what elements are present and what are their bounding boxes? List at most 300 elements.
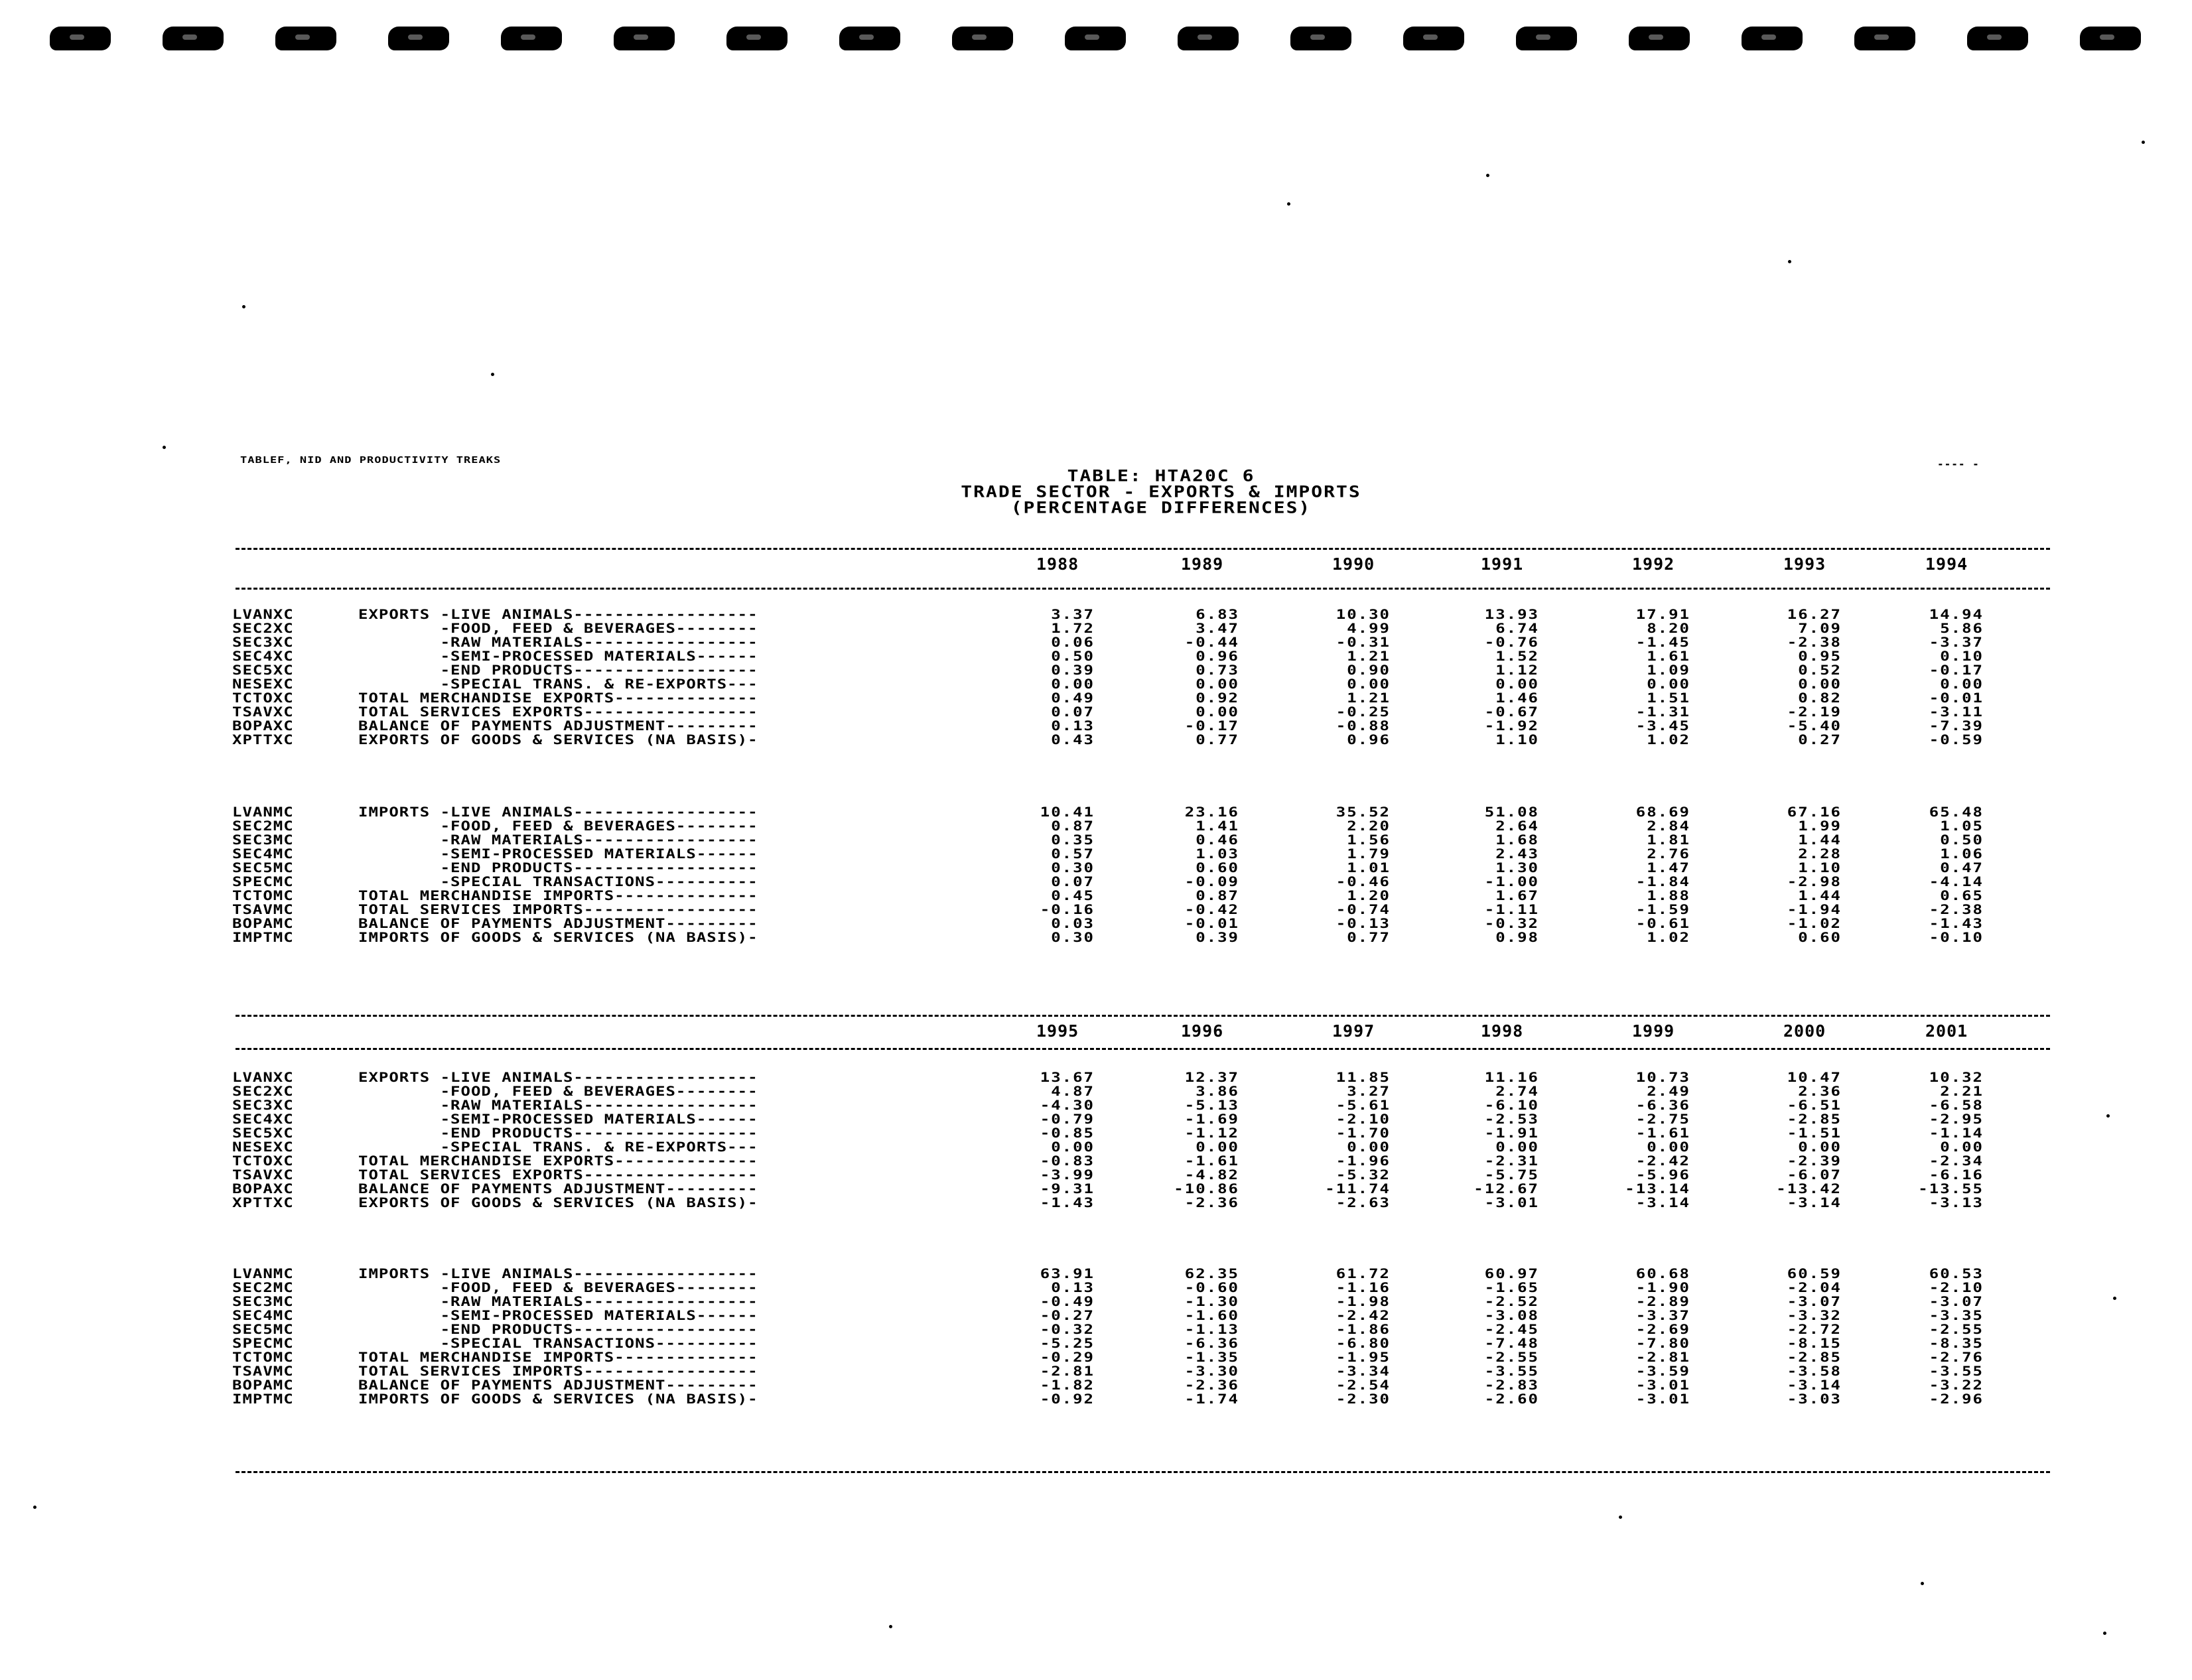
table-cell: 1.01 xyxy=(1347,860,1391,875)
table-cell: -3.13 xyxy=(1929,1195,1984,1210)
table-cell: 1.67 xyxy=(1495,887,1539,903)
table-cell: -1.92 xyxy=(1484,718,1539,734)
table-cell: 1.02 xyxy=(1647,732,1690,747)
scan-speck xyxy=(2106,1114,2110,1118)
series-label: -SPECIAL TRANS. & RE-EXPORTS--- xyxy=(358,1139,758,1155)
table-cell: -1.94 xyxy=(1787,901,1842,917)
table-cell: 0.50 xyxy=(1940,832,1984,848)
table-cell: -6.36 xyxy=(1635,1097,1690,1113)
table-cell: -1.31 xyxy=(1635,704,1690,720)
year-header: 1998 xyxy=(1481,1021,1524,1041)
series-code: SEC5MC xyxy=(232,1321,294,1337)
table-cell: -0.67 xyxy=(1484,704,1539,720)
series-label: -FOOD, FEED & BEVERAGES-------- xyxy=(358,1279,758,1295)
table-cell: -2.45 xyxy=(1484,1321,1539,1337)
series-code: BOPAXC xyxy=(232,718,294,734)
table-cell: -2.38 xyxy=(1787,634,1842,650)
table-cell: -1.11 xyxy=(1484,901,1539,917)
table-cell: 0.43 xyxy=(1051,732,1095,747)
table-cell: -2.76 xyxy=(1929,1349,1984,1365)
series-label: -SEMI-PROCESSED MATERIALS------ xyxy=(358,846,758,862)
feed-hole xyxy=(726,27,788,50)
table-cell: 14.94 xyxy=(1929,606,1984,622)
year-header: 1989 xyxy=(1181,554,1224,574)
series-code: SEC2XC xyxy=(232,1083,294,1099)
feed-hole xyxy=(614,27,675,50)
table-cell: -2.10 xyxy=(1336,1111,1391,1127)
series-code: SEC2MC xyxy=(232,1279,294,1295)
table-cell: 61.72 xyxy=(1336,1265,1391,1281)
table-cell: 0.65 xyxy=(1940,887,1984,903)
table-cell: -0.31 xyxy=(1336,634,1391,650)
table-cell: -3.99 xyxy=(1040,1167,1095,1183)
table-cell: 1.56 xyxy=(1347,832,1391,848)
table-cell: -3.34 xyxy=(1336,1363,1391,1379)
table-cell: 60.68 xyxy=(1635,1265,1690,1281)
series-code: SEC5MC xyxy=(232,860,294,875)
table-cell: -1.00 xyxy=(1484,873,1539,889)
table-cell: -1.84 xyxy=(1635,873,1690,889)
table-cell: 0.95 xyxy=(1798,648,1842,664)
table-cell: 23.16 xyxy=(1184,804,1239,820)
table-cell: 0.00 xyxy=(1051,1139,1095,1155)
table-cell: 1.09 xyxy=(1647,662,1690,678)
table-cell: 0.00 xyxy=(1647,676,1690,692)
table-cell: 0.98 xyxy=(1495,929,1539,945)
rule xyxy=(236,1048,2050,1050)
year-header: 1999 xyxy=(1632,1021,1675,1041)
table-cell: 13.93 xyxy=(1484,606,1539,622)
table-cell: 0.00 xyxy=(1196,1139,1239,1155)
table-cell: 6.83 xyxy=(1196,606,1239,622)
table-cell: 1.12 xyxy=(1495,662,1539,678)
table-cell: 0.00 xyxy=(1798,676,1842,692)
table-cell: 0.90 xyxy=(1347,662,1391,678)
table-cell: -3.01 xyxy=(1635,1391,1690,1407)
table-cell: 1.10 xyxy=(1798,860,1842,875)
series-code: SEC3XC xyxy=(232,1097,294,1113)
rule xyxy=(236,548,2050,550)
table-cell: -3.45 xyxy=(1635,718,1690,734)
table-cell: 0.87 xyxy=(1196,887,1239,903)
series-code: SPECMC xyxy=(232,1335,294,1351)
series-code: SEC3XC xyxy=(232,634,294,650)
table-cell: 1.88 xyxy=(1647,887,1690,903)
series-code: TSAVMC xyxy=(232,901,294,917)
series-code: SEC4MC xyxy=(232,1307,294,1323)
table-cell: -0.92 xyxy=(1040,1391,1095,1407)
title-line: (PERCENTAGE DIFFERENCES) xyxy=(1010,498,1312,517)
series-label: -SPECIAL TRANSACTIONS---------- xyxy=(358,873,758,889)
table-cell: -4.82 xyxy=(1184,1167,1239,1183)
series-label: -SEMI-PROCESSED MATERIALS------ xyxy=(358,1307,758,1323)
feed-hole xyxy=(1854,27,1915,50)
table-cell: 2.43 xyxy=(1495,846,1539,862)
series-label: -END PRODUCTS------------------ xyxy=(358,1321,758,1337)
table-cell: -2.69 xyxy=(1635,1321,1690,1337)
scan-speck xyxy=(491,373,494,376)
table-cell: -2.98 xyxy=(1787,873,1842,889)
table-cell: -3.22 xyxy=(1929,1377,1984,1393)
scan-speck xyxy=(1486,174,1489,177)
table-cell: 5.86 xyxy=(1940,620,1984,636)
table-cell: -0.09 xyxy=(1184,873,1239,889)
table-cell: -2.81 xyxy=(1040,1363,1095,1379)
table-cell: 1.51 xyxy=(1647,690,1690,706)
series-label: EXPORTS OF GOODS & SERVICES (NA BASIS)- xyxy=(358,1195,758,1210)
scan-speck xyxy=(163,446,166,449)
table-cell: 0.07 xyxy=(1051,873,1095,889)
table-cell: -2.81 xyxy=(1635,1349,1690,1365)
series-code: SEC5XC xyxy=(232,662,294,678)
table-cell: 0.60 xyxy=(1798,929,1842,945)
table-cell: 0.13 xyxy=(1051,718,1095,734)
table-cell: 1.44 xyxy=(1798,832,1842,848)
feed-hole xyxy=(839,27,900,50)
table-cell: -3.37 xyxy=(1635,1307,1690,1323)
table-cell: -2.19 xyxy=(1787,704,1842,720)
table-cell: 1.05 xyxy=(1940,818,1984,834)
table-cell: 3.37 xyxy=(1051,606,1095,622)
series-code: IMPTMC xyxy=(232,929,294,945)
table-cell: -5.13 xyxy=(1184,1097,1239,1113)
table-cell: -4.30 xyxy=(1040,1097,1095,1113)
table-cell: 1.47 xyxy=(1647,860,1690,875)
table-cell: -5.40 xyxy=(1787,718,1842,734)
table-cell: 1.81 xyxy=(1647,832,1690,848)
table-cell: 0.03 xyxy=(1051,915,1095,931)
year-header: 1988 xyxy=(1036,554,1079,574)
series-code: XPTTXC xyxy=(232,732,294,747)
table-cell: 11.85 xyxy=(1336,1069,1391,1085)
table-cell: -9.31 xyxy=(1040,1181,1095,1196)
series-label: IMPORTS -LIVE ANIMALS------------------ xyxy=(358,804,758,820)
table-cell: -0.17 xyxy=(1184,718,1239,734)
series-label: EXPORTS -LIVE ANIMALS------------------ xyxy=(358,1069,758,1085)
table-cell: 0.00 xyxy=(1051,676,1095,692)
table-cell: 0.00 xyxy=(1940,1139,1984,1155)
table-cell: 0.30 xyxy=(1051,860,1095,875)
table-cell: -3.08 xyxy=(1484,1307,1539,1323)
table-cell: 2.74 xyxy=(1495,1083,1539,1099)
table-cell: -3.01 xyxy=(1484,1195,1539,1210)
table-cell: -3.37 xyxy=(1929,634,1984,650)
table-cell: -10.86 xyxy=(1174,1181,1239,1196)
table-cell: -0.83 xyxy=(1040,1153,1095,1169)
table-cell: -3.55 xyxy=(1929,1363,1984,1379)
table-cell: -6.16 xyxy=(1929,1167,1984,1183)
series-code: TSAVXC xyxy=(232,704,294,720)
table-cell: -1.82 xyxy=(1040,1377,1095,1393)
series-code: LVANMC xyxy=(232,1265,294,1281)
table-cell: 16.27 xyxy=(1787,606,1842,622)
table-cell: 2.76 xyxy=(1647,846,1690,862)
table-cell: 0.27 xyxy=(1798,732,1842,747)
table-cell: 0.87 xyxy=(1051,818,1095,834)
table-cell: 2.28 xyxy=(1798,846,1842,862)
table-cell: 4.99 xyxy=(1347,620,1391,636)
table-cell: -0.01 xyxy=(1184,915,1239,931)
table-cell: -2.89 xyxy=(1635,1293,1690,1309)
series-code: TCTOMC xyxy=(232,1349,294,1365)
report-header-right: ---- - xyxy=(1937,458,1980,470)
series-label: TOTAL MERCHANDISE EXPORTS-------------- xyxy=(358,690,758,706)
table-cell: -1.51 xyxy=(1787,1125,1842,1141)
table-cell: -1.13 xyxy=(1184,1321,1239,1337)
table-cell: -5.75 xyxy=(1484,1167,1539,1183)
table-cell: -2.55 xyxy=(1484,1349,1539,1365)
table-cell: 10.30 xyxy=(1336,606,1391,622)
year-header: 1995 xyxy=(1036,1021,1079,1041)
scan-speck xyxy=(1619,1516,1622,1519)
table-cell: -1.70 xyxy=(1336,1125,1391,1141)
table-cell: -0.74 xyxy=(1336,901,1391,917)
table-cell: -3.32 xyxy=(1787,1307,1842,1323)
table-cell: -7.39 xyxy=(1929,718,1984,734)
table-cell: 65.48 xyxy=(1929,804,1984,820)
feed-hole xyxy=(1403,27,1464,50)
series-label: BALANCE OF PAYMENTS ADJUSTMENT--------- xyxy=(358,915,758,931)
series-code: NESEXC xyxy=(232,1139,294,1155)
table-cell: 0.00 xyxy=(1495,1139,1539,1155)
year-header: 2000 xyxy=(1783,1021,1826,1041)
table-cell: -2.10 xyxy=(1929,1279,1984,1295)
series-code: SEC3MC xyxy=(232,832,294,848)
table-cell: -5.32 xyxy=(1336,1167,1391,1183)
table-cell: 60.53 xyxy=(1929,1265,1984,1281)
table-cell: 0.30 xyxy=(1051,929,1095,945)
table-cell: 6.74 xyxy=(1495,620,1539,636)
scan-speck xyxy=(1287,202,1290,206)
table-cell: -2.38 xyxy=(1929,901,1984,917)
table-cell: -1.65 xyxy=(1484,1279,1539,1295)
table-cell: -13.14 xyxy=(1625,1181,1690,1196)
table-cell: -3.14 xyxy=(1635,1195,1690,1210)
table-cell: -0.46 xyxy=(1336,873,1391,889)
feed-hole xyxy=(275,27,336,50)
series-label: TOTAL SERVICES EXPORTS----------------- xyxy=(358,704,758,720)
table-cell: -2.83 xyxy=(1484,1377,1539,1393)
table-cell: 1.21 xyxy=(1347,648,1391,664)
year-header: 1992 xyxy=(1632,554,1675,574)
tractor-feed-holes xyxy=(50,21,2153,54)
table-cell: 1.10 xyxy=(1495,732,1539,747)
table-cell: -1.74 xyxy=(1184,1391,1239,1407)
table-cell: -1.16 xyxy=(1336,1279,1391,1295)
table-cell: 1.06 xyxy=(1940,846,1984,862)
table-cell: -0.32 xyxy=(1484,915,1539,931)
table-cell: -1.95 xyxy=(1336,1349,1391,1365)
table-cell: -2.53 xyxy=(1484,1111,1539,1127)
series-code: SEC4MC xyxy=(232,846,294,862)
table-cell: -5.61 xyxy=(1336,1097,1391,1113)
feed-hole xyxy=(1742,27,1803,50)
series-code: LVANXC xyxy=(232,606,294,622)
table-cell: -1.61 xyxy=(1635,1125,1690,1141)
series-code: TCTOXC xyxy=(232,690,294,706)
table-cell: 0.96 xyxy=(1347,732,1391,747)
table-cell: -2.42 xyxy=(1635,1153,1690,1169)
series-label: -FOOD, FEED & BEVERAGES-------- xyxy=(358,818,758,834)
series-label: -END PRODUCTS------------------ xyxy=(358,1125,758,1141)
series-code: XPTTXC xyxy=(232,1195,294,1210)
table-cell: 0.07 xyxy=(1051,704,1095,720)
table-cell: 1.99 xyxy=(1798,818,1842,834)
series-code: SEC4XC xyxy=(232,648,294,664)
series-label: -END PRODUCTS------------------ xyxy=(358,860,758,875)
series-label: EXPORTS OF GOODS & SERVICES (NA BASIS)- xyxy=(358,732,758,747)
series-label: TOTAL SERVICES IMPORTS----------------- xyxy=(358,1363,758,1379)
rule xyxy=(236,588,2050,590)
table-cell: 0.49 xyxy=(1051,690,1095,706)
table-cell: -0.88 xyxy=(1336,718,1391,734)
series-label: BALANCE OF PAYMENTS ADJUSTMENT--------- xyxy=(358,1377,758,1393)
table-cell: 1.41 xyxy=(1196,818,1239,834)
table-cell: 1.46 xyxy=(1495,690,1539,706)
feed-hole xyxy=(1178,27,1239,50)
table-cell: -0.17 xyxy=(1929,662,1984,678)
table-cell: 0.45 xyxy=(1051,887,1095,903)
scan-speck xyxy=(889,1625,892,1628)
table-cell: 12.37 xyxy=(1184,1069,1239,1085)
table-cell: 0.77 xyxy=(1196,732,1239,747)
series-label: -SPECIAL TRANSACTIONS---------- xyxy=(358,1335,758,1351)
table-cell: -7.48 xyxy=(1484,1335,1539,1351)
table-cell: -6.07 xyxy=(1787,1167,1842,1183)
table-cell: 0.06 xyxy=(1051,634,1095,650)
table-title xyxy=(796,468,1526,516)
table-cell: 60.59 xyxy=(1787,1265,1842,1281)
scan-speck xyxy=(33,1506,36,1509)
series-label: -SEMI-PROCESSED MATERIALS------ xyxy=(358,648,758,664)
table-cell: -2.85 xyxy=(1787,1111,1842,1127)
series-code: SEC5XC xyxy=(232,1125,294,1141)
table-cell: -3.59 xyxy=(1635,1363,1690,1379)
table-cell: 3.27 xyxy=(1347,1083,1391,1099)
table-cell: 67.16 xyxy=(1787,804,1842,820)
table-cell: 0.13 xyxy=(1051,1279,1095,1295)
table-cell: -2.75 xyxy=(1635,1111,1690,1127)
series-label: -FOOD, FEED & BEVERAGES-------- xyxy=(358,1083,758,1099)
series-code: SEC2XC xyxy=(232,620,294,636)
table-cell: 1.68 xyxy=(1495,832,1539,848)
table-cell: 0.39 xyxy=(1196,929,1239,945)
series-code: LVANXC xyxy=(232,1069,294,1085)
table-cell: -6.80 xyxy=(1336,1335,1391,1351)
series-code: TSAVXC xyxy=(232,1167,294,1183)
series-code: BOPAXC xyxy=(232,1181,294,1196)
series-code: SEC2MC xyxy=(232,818,294,834)
series-label: -END PRODUCTS------------------ xyxy=(358,662,758,678)
series-label: -SEMI-PROCESSED MATERIALS------ xyxy=(358,1111,758,1127)
table-cell: 1.52 xyxy=(1495,648,1539,664)
series-code: SEC3MC xyxy=(232,1293,294,1309)
table-cell: 7.09 xyxy=(1798,620,1842,636)
table-cell: 0.46 xyxy=(1196,832,1239,848)
series-code: TCTOMC xyxy=(232,887,294,903)
feed-hole xyxy=(50,27,111,50)
table-cell: 0.00 xyxy=(1196,676,1239,692)
year-header: 1990 xyxy=(1332,554,1375,574)
table-cell: -6.58 xyxy=(1929,1097,1984,1113)
series-label: -RAW MATERIALS----------------- xyxy=(358,1293,758,1309)
table-cell: -1.91 xyxy=(1484,1125,1539,1141)
table-cell: -6.51 xyxy=(1787,1097,1842,1113)
table-cell: -2.54 xyxy=(1336,1377,1391,1393)
table-cell: 35.52 xyxy=(1336,804,1391,820)
table-cell: 0.00 xyxy=(1798,1139,1842,1155)
table-cell: 0.35 xyxy=(1051,832,1095,848)
table-cell: -0.27 xyxy=(1040,1307,1095,1323)
table-cell: -1.98 xyxy=(1336,1293,1391,1309)
table-cell: -2.85 xyxy=(1787,1349,1842,1365)
table-cell: -8.35 xyxy=(1929,1335,1984,1351)
table-cell: -2.36 xyxy=(1184,1195,1239,1210)
table-cell: -0.13 xyxy=(1336,915,1391,931)
table-cell: 0.00 xyxy=(1940,676,1984,692)
table-cell: -8.15 xyxy=(1787,1335,1842,1351)
year-header: 2001 xyxy=(1925,1021,1968,1041)
table-cell: 11.16 xyxy=(1484,1069,1539,1085)
feed-hole xyxy=(1516,27,1577,50)
table-cell: -3.11 xyxy=(1929,704,1984,720)
series-code: TCTOXC xyxy=(232,1153,294,1169)
table-cell: 2.64 xyxy=(1495,818,1539,834)
feed-hole xyxy=(1290,27,1351,50)
table-cell: -4.14 xyxy=(1929,873,1984,889)
rule xyxy=(236,1471,2050,1473)
table-cell: -1.86 xyxy=(1336,1321,1391,1337)
table-cell: -6.10 xyxy=(1484,1097,1539,1113)
series-code: IMPTMC xyxy=(232,1391,294,1407)
table-cell: 0.00 xyxy=(1196,704,1239,720)
table-cell: -0.79 xyxy=(1040,1111,1095,1127)
series-label: TOTAL SERVICES IMPORTS----------------- xyxy=(358,901,758,917)
table-cell: 68.69 xyxy=(1635,804,1690,820)
table-cell: 2.20 xyxy=(1347,818,1391,834)
title-line: TABLE: HTA20C 6 xyxy=(1067,466,1255,485)
table-cell: 1.72 xyxy=(1051,620,1095,636)
table-cell: -2.95 xyxy=(1929,1111,1984,1127)
table-cell: -0.85 xyxy=(1040,1125,1095,1141)
series-code: SEC4XC xyxy=(232,1111,294,1127)
table-cell: 1.30 xyxy=(1495,860,1539,875)
series-code: NESEXC xyxy=(232,676,294,692)
table-cell: 0.39 xyxy=(1051,662,1095,678)
table-cell: -1.45 xyxy=(1635,634,1690,650)
table-cell: -2.34 xyxy=(1929,1153,1984,1169)
feed-hole xyxy=(1629,27,1690,50)
table-cell: -3.14 xyxy=(1787,1195,1842,1210)
table-cell: -3.03 xyxy=(1787,1391,1842,1407)
table-cell: 0.92 xyxy=(1196,690,1239,706)
table-cell: 0.10 xyxy=(1940,648,1984,664)
series-label: -RAW MATERIALS----------------- xyxy=(358,832,758,848)
series-label: -RAW MATERIALS----------------- xyxy=(358,634,758,650)
table-cell: -11.74 xyxy=(1325,1181,1391,1196)
table-cell: -13.55 xyxy=(1918,1181,1984,1196)
series-code: SPECMC xyxy=(232,873,294,889)
table-cell: -2.52 xyxy=(1484,1293,1539,1309)
table-cell: 1.79 xyxy=(1347,846,1391,862)
table-cell: -2.31 xyxy=(1484,1153,1539,1169)
series-label: BALANCE OF PAYMENTS ADJUSTMENT--------- xyxy=(358,1181,758,1196)
series-label: TOTAL MERCHANDISE IMPORTS-------------- xyxy=(358,887,758,903)
table-cell: -2.63 xyxy=(1336,1195,1391,1210)
table-cell: -0.42 xyxy=(1184,901,1239,917)
series-label: BALANCE OF PAYMENTS ADJUSTMENT--------- xyxy=(358,718,758,734)
series-label: IMPORTS OF GOODS & SERVICES (NA BASIS)- xyxy=(358,929,758,945)
